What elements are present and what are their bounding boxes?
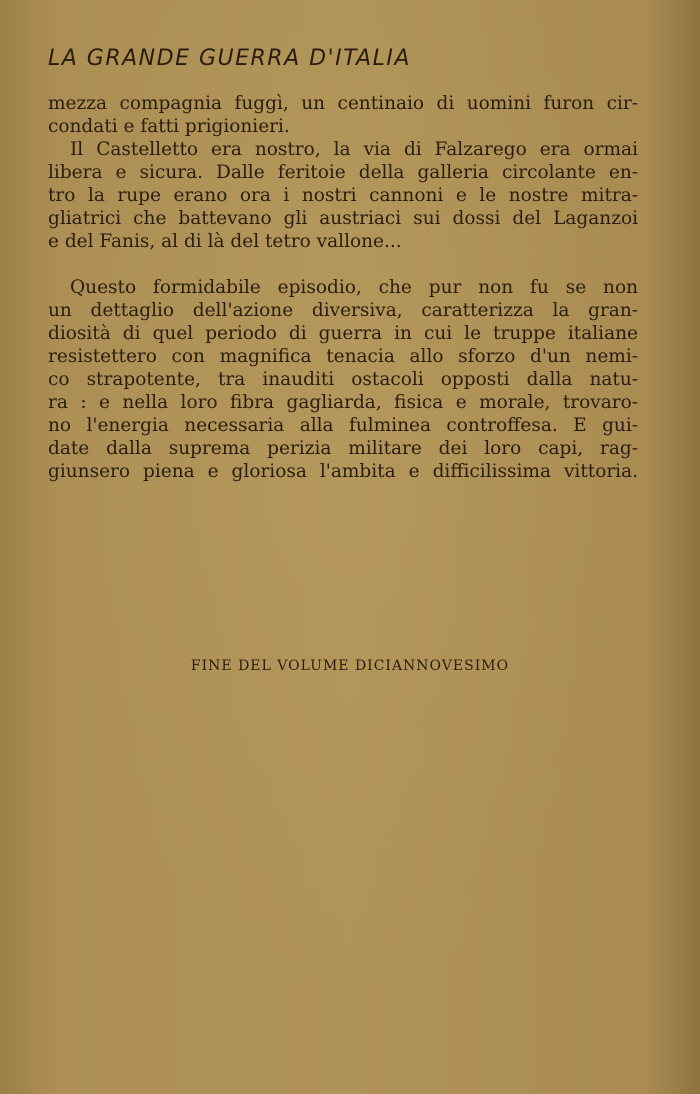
text-line: gliatrici che battevano gli austriaci sui dossi del Laganzoi [48, 208, 638, 229]
text-line: condati e fatti prigionieri. [48, 116, 290, 137]
text-line: e del Fanis, al di là del tetro vallone... [48, 231, 402, 252]
text-line: date dalla suprema perizia militare dei loro capi, rag- [48, 438, 638, 459]
paragraph-gap [48, 253, 638, 276]
colophon: FINE DEL VOLUME DICIANNOVESIMO [190, 658, 510, 674]
text-line: giunsero piena e gloriosa l'ambita e difficilissima vittoria. [48, 461, 638, 482]
text-line: diosità di quel periodo di guerra in cui le truppe italiane [48, 323, 638, 344]
text-line: Il Castelletto era nostro, la via di Falzarego era ormai [70, 139, 638, 160]
paragraph-2 [48, 138, 638, 253]
text-line: mezza compagnia fuggì, un centinaio di uomini furon cir- [48, 93, 638, 114]
running-head: LA GRANDE GUERRA D'ITALIA [48, 46, 411, 71]
text-line: tro la rupe erano ora i nostri cannoni e le nostre mitra- [48, 185, 638, 206]
text-line: resistettero con magnifica tenacia allo sforzo d'un nemi- [48, 346, 638, 367]
text-line: ra : e nella loro fibra gagliarda, fisica e morale, trovaro- [48, 392, 638, 413]
paragraph-1 [48, 92, 638, 138]
text-line: un dettaglio dell'azione diversiva, caratterizza la gran- [48, 300, 638, 321]
body-text [48, 92, 638, 483]
text-line: Questo formidabile episodio, che pur non fu se non [70, 277, 638, 298]
text-line: co strapotente, tra inauditi ostacoli opposti dalla natu- [48, 369, 638, 390]
text-line: libera e sicura. Dalle feritoie della galleria circolante en- [48, 162, 638, 183]
text-line: no l'energia necessaria alla fulminea controffesa. E gui- [48, 415, 638, 436]
paragraph-3 [48, 276, 638, 483]
